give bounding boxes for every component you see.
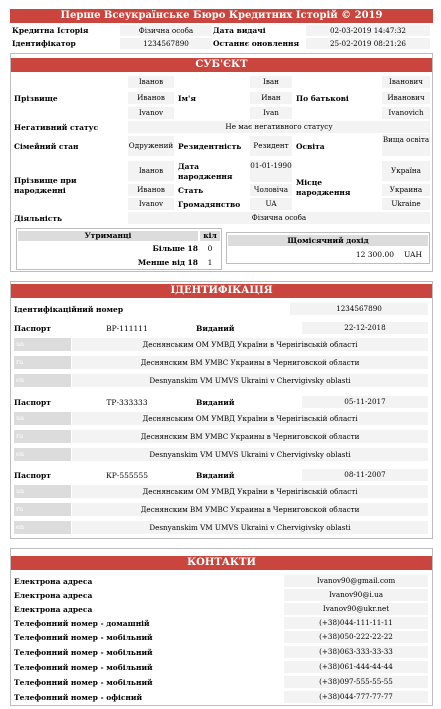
passport-label: Паспорт bbox=[14, 324, 51, 333]
surname-ru: Иванов bbox=[128, 92, 174, 104]
activity-value: Фізична особа bbox=[128, 212, 430, 224]
phone-value: (+38)061-444-44-44 bbox=[284, 661, 428, 673]
passport-label: Паспорт bbox=[14, 398, 51, 407]
sex-value: Чоловіча bbox=[250, 184, 292, 196]
birth-surname-ua: Іванов bbox=[128, 161, 174, 181]
issuer-en: Desnyanskim VM UMVS Ukraini v Chervigivsky oblasti bbox=[72, 448, 428, 461]
income-amount: 12 300.00 bbox=[355, 250, 394, 259]
email-label: Електрона адреса bbox=[14, 577, 93, 586]
lang-tag-en: en bbox=[14, 448, 71, 461]
phone-value: (+38)044-777-77-77 bbox=[284, 691, 428, 703]
last-update-label: Останнє оновлення bbox=[213, 39, 300, 48]
passport-number: ВР-111111 bbox=[106, 324, 148, 333]
negative-status-label: Негативний статус bbox=[14, 123, 99, 132]
passport-block bbox=[12, 467, 430, 537]
identification-title: ІДЕНТИФІКАЦІЯ bbox=[11, 284, 432, 298]
lang-tag-ua: ua bbox=[14, 338, 71, 351]
issuer-ua: Деснянським ОМ УМВД України в Чернігівській області bbox=[72, 485, 428, 498]
birth-date-value: 01-01-1990 bbox=[250, 160, 292, 182]
issuer-ru: Деснянским ВМ УМВС Украины в Черниговской области bbox=[72, 503, 428, 516]
passport-number: КР-555555 bbox=[105, 471, 148, 480]
birth-surname-label: Прізвище при народженні bbox=[14, 176, 77, 195]
email-value: Ivanov90@gmail.com bbox=[284, 575, 428, 587]
passport-date: 05-11-2017 bbox=[302, 396, 428, 408]
phone-label: Телефонний номер - мобільний bbox=[14, 648, 153, 657]
income-currency: UAH bbox=[403, 250, 423, 259]
lang-tag-en: en bbox=[14, 374, 71, 387]
patronymic-label: По батькові bbox=[296, 94, 349, 103]
name-ua: Іван bbox=[250, 76, 292, 88]
passport-block bbox=[12, 320, 430, 390]
residency-value: Резидент bbox=[250, 136, 292, 156]
issuer-ru: Деснянским ВМ УМВС Украины в Черниговской области bbox=[72, 430, 428, 443]
surname-ua: Іванов bbox=[128, 76, 174, 88]
lang-tag-ru: ru bbox=[14, 356, 71, 369]
passport-number: ТР-333333 bbox=[106, 398, 148, 407]
dependents-under18-label: Менше від 18 bbox=[137, 258, 198, 267]
name-en: Ivan bbox=[250, 107, 292, 119]
report-title: Перше Всеукраїнське Бюро Кредитних Історій © 2019 bbox=[10, 9, 433, 23]
citizenship-value: UA bbox=[250, 198, 292, 210]
issue-date-value: 02-03-2019 14:47:32 bbox=[306, 25, 430, 36]
name-label: Ім'я bbox=[178, 94, 196, 103]
issuer-en: Desnyanskim VM UMVS Ukraini v Chervigivsky oblasti bbox=[72, 374, 428, 387]
birthplace-en: Ukraine bbox=[382, 198, 430, 210]
credit-history-label: Кредитна Історія bbox=[12, 26, 89, 35]
dependents-over18-label: Більше 18 bbox=[152, 244, 198, 253]
surname-en: Ivanov bbox=[128, 107, 174, 119]
dependents-header: Утриманці bbox=[18, 231, 198, 241]
phone-label: Телефонний номер - мобільний bbox=[14, 678, 153, 687]
issued-label: Виданий bbox=[196, 471, 235, 480]
phone-value: (+38)044-111-11-11 bbox=[284, 617, 428, 629]
lang-tag-ru: ru bbox=[14, 430, 71, 443]
passport-date: 08-11-2007 bbox=[302, 469, 428, 481]
surname-label: Прізвище bbox=[14, 94, 58, 103]
dependents-under18-value: 1 bbox=[207, 258, 213, 267]
birth-date-label: Дата народження bbox=[178, 162, 233, 181]
birth-surname-ru: Иванов bbox=[128, 184, 174, 196]
credit-history-value: Фізична особа bbox=[120, 25, 212, 36]
email-label: Електрона адреса bbox=[14, 591, 93, 600]
birthplace-ua: Україна bbox=[382, 161, 430, 181]
negative-status-value: Не має негативного статусу bbox=[128, 121, 430, 133]
id-number-label: Ідентифікаційний номер bbox=[14, 305, 124, 314]
phone-value: (+38)097-555-55-55 bbox=[284, 676, 428, 688]
id-number-value: 1234567890 bbox=[290, 303, 428, 315]
passport-block bbox=[12, 394, 430, 464]
issuer-en: Desnyanskim VM UMVS Ukraini v Chervigivsky oblasti bbox=[72, 521, 428, 534]
education-value: Вища освіта bbox=[382, 134, 430, 156]
subject-title: СУБ'ЄКТ bbox=[11, 58, 432, 72]
family-status-value: Одружений bbox=[128, 136, 174, 156]
patronymic-en: Ivanovich bbox=[382, 107, 430, 119]
birthplace-label: Місце народження bbox=[296, 178, 351, 197]
birth-surname-en: Ivanov bbox=[128, 198, 174, 210]
education-label: Освіта bbox=[296, 142, 325, 151]
identifier-label: Ідентифікатор bbox=[12, 39, 76, 48]
phone-label: Телефонний номер - мобільний bbox=[14, 633, 153, 642]
phone-value: (+38)063-333-33-33 bbox=[284, 646, 428, 658]
passport-date: 22-12-2018 bbox=[302, 322, 428, 334]
email-value: Ivanov90@ukr.net bbox=[284, 603, 428, 615]
phone-label: Телефонний номер - мобільний bbox=[14, 663, 153, 672]
contacts-title: КОНТАКТИ bbox=[11, 556, 432, 570]
report-meta bbox=[10, 24, 433, 50]
issue-date-label: Дата видачі bbox=[213, 26, 266, 35]
phone-label: Телефонний номер - домашній bbox=[14, 619, 150, 628]
birthplace-ru: Украина bbox=[382, 184, 430, 196]
activity-label: Діяльність bbox=[14, 214, 63, 223]
email-label: Електрона адреса bbox=[14, 605, 93, 614]
dependents-over18-value: 0 bbox=[207, 244, 213, 253]
patronymic-ru: Иванович bbox=[382, 92, 430, 104]
sex-label: Стать bbox=[178, 186, 204, 195]
issued-label: Виданий bbox=[196, 398, 235, 407]
lang-tag-ua: ua bbox=[14, 485, 71, 498]
last-update-value: 25-02-2019 08:21:26 bbox=[306, 38, 430, 49]
citizenship-label: Громадянство bbox=[178, 200, 241, 209]
phone-label: Телефонний номер - офісний bbox=[14, 693, 143, 702]
income-header: Щомісячний дохід bbox=[228, 235, 428, 246]
name-ru: Иван bbox=[250, 92, 292, 104]
patronymic-ua: Іванович bbox=[382, 76, 430, 88]
family-status-label: Сімейний стан bbox=[14, 142, 79, 151]
passport-label: Паспорт bbox=[14, 471, 51, 480]
identifier-value: 1234567890 bbox=[120, 38, 212, 49]
phone-value: (+38)050-222-22-22 bbox=[284, 631, 428, 643]
issuer-ua: Деснянським ОМ УМВД України в Чернігівській області bbox=[72, 412, 428, 425]
lang-tag-en: en bbox=[14, 521, 71, 534]
lang-tag-ru: ru bbox=[14, 503, 71, 516]
issuer-ua: Деснянським ОМ УМВД України в Чернігівській області bbox=[72, 338, 428, 351]
issuer-ru: Деснянским ВМ УМВС Украины в Черниговской области bbox=[72, 356, 428, 369]
dependents-count-header: кіл bbox=[200, 231, 220, 241]
email-value: Ivanov90@i.ua bbox=[284, 589, 428, 601]
issued-label: Виданий bbox=[196, 324, 235, 333]
lang-tag-ua: ua bbox=[14, 412, 71, 425]
residency-label: Резидентність bbox=[178, 142, 242, 151]
